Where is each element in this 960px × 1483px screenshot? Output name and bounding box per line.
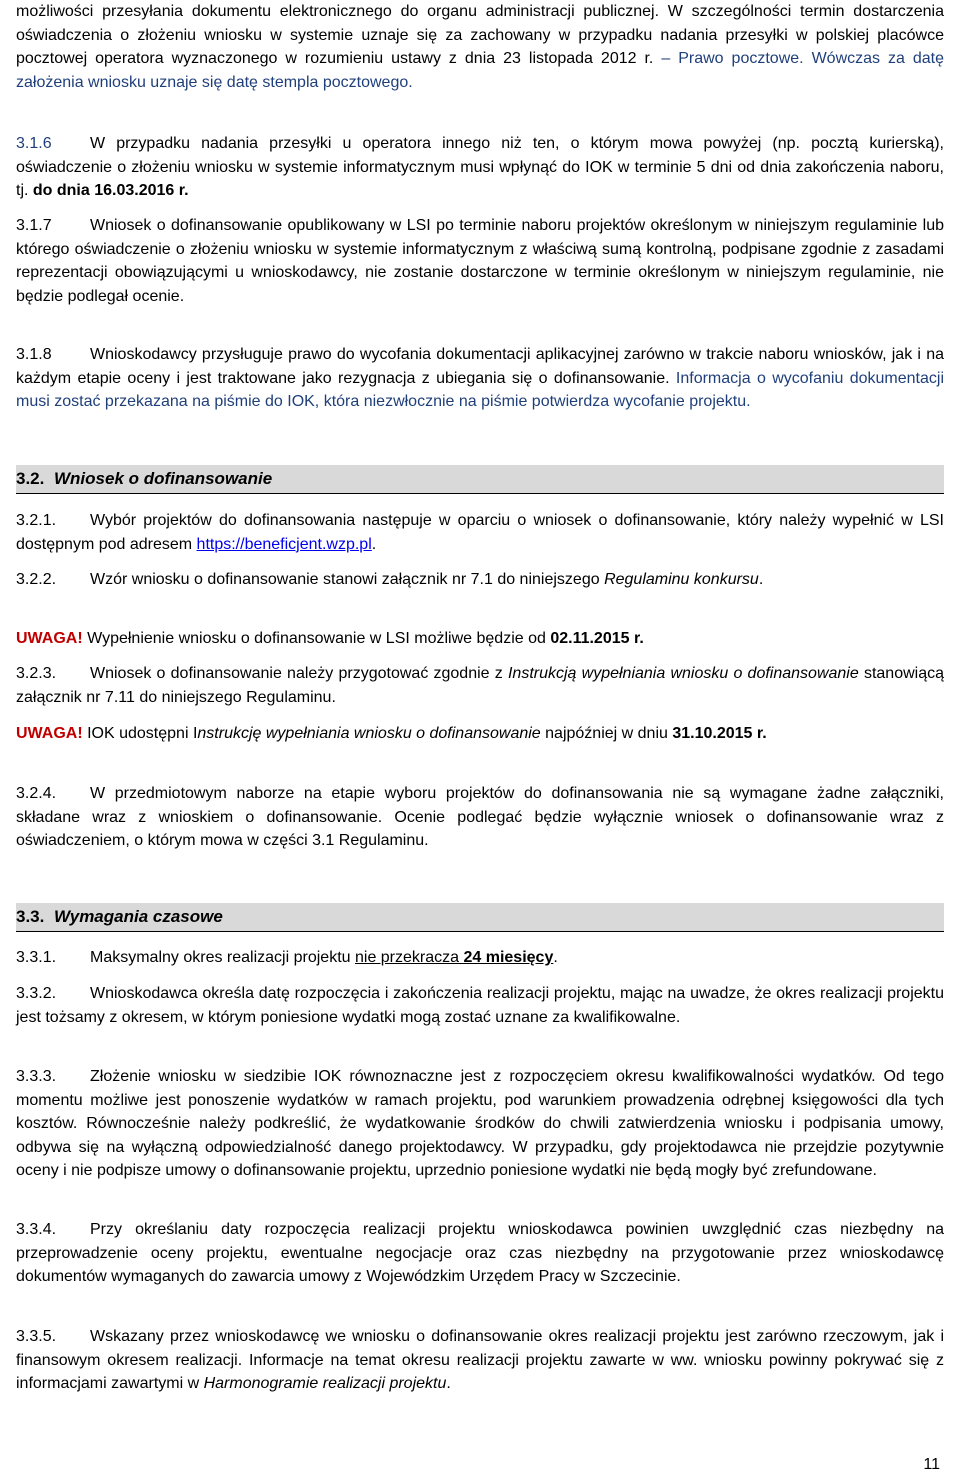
paragraph-number: 3.1.6: [16, 135, 52, 152]
section-title: Wymagania czasowe: [54, 907, 223, 926]
lsi-url-link[interactable]: https://beneficjent.wzp.pl: [196, 535, 372, 553]
paragraph-3-2-4: [16, 782, 944, 853]
paragraph-3-2-3: [16, 662, 944, 709]
warning-date: 31.10.2015 r.: [672, 725, 767, 742]
law-reference: – Prawo pocztowe: [661, 50, 800, 67]
paragraph-text: Wskazany przez wnioskodawcę we wniosku o dofinansowanie okres realizacji projektu jest zarówno rzeczowym, jak i finansowym okresem realizacji. Informacje na temat okresu realizacji projektu zawarte w ww. wniosku powinny pokrywać się z informacjami zawartymi w: [16, 1328, 944, 1392]
paragraph-text: Złożenie wniosku w siedzibie IOK równoznaczne jest z rozpoczęciem okresu kwalifikowalności wydatków. Od tego momentu możliwe jest ponoszenie wydatków w ramach projektu, pod warunkiem prowadzenia odrębnej księgowości dla tych kosztów. Równocześnie należy podkreślić, że wydatkowanie środków do chwili zatwierdzenia wniosku i podpisania umowy, odbywa się na wyłączną odpowiedzialność danego projektodawcy. W przypadku, gdy projektodawca nie przejdzie pozytywnie oceny i nie podpisze umowy o dofinansowanie projektu, uprzednio poniesione wydatki nie będą mogły być zrefundowane.: [16, 1068, 944, 1179]
paragraph-3-3-1: [16, 946, 944, 970]
paragraph-text: Wzór wniosku o dofinansowanie stanowi załącznik nr 7.1 do niniejszego: [90, 571, 605, 588]
period: .: [446, 1375, 451, 1392]
paragraph-text: Maksymalny okres realizacji projektu: [90, 949, 355, 966]
paragraph-3-1-8: [16, 343, 944, 414]
schedule-name: Harmonogramie realizacji projektu: [203, 1375, 447, 1392]
intro-paragraph: [16, 0, 944, 94]
paragraph-number: 3.3.1.: [16, 949, 57, 966]
paragraph-3-3-2: [16, 982, 944, 1029]
section-title: Wniosek o dofinansowanie: [54, 469, 273, 488]
warning-date: 02.11.2015 r.: [550, 630, 644, 647]
paragraph-text: Wniosek o dofinansowanie należy przygotować zgodnie z: [90, 665, 508, 682]
regulation-name: Regulaminu konkursu: [604, 571, 759, 588]
paragraph-number: 3.2.3.: [16, 665, 57, 682]
section-header-3-2: [16, 465, 944, 494]
uwaga-note-2: [16, 722, 944, 746]
section-number: 3.3.: [16, 907, 45, 926]
paragraph-number: 3.3.3.: [16, 1068, 57, 1085]
paragraph-3-3-5: [16, 1325, 944, 1396]
instruction-name: Instrukcją wypełniania wniosku o dofinansowanie: [507, 665, 859, 682]
paragraph-text: Wybór projektów do dofinansowania następuje w oparciu o wniosek o dofinansowanie, który należy wypełnić w LSI dostępnym pod adresem: [16, 512, 944, 553]
warning-label: UWAGA!: [16, 725, 83, 742]
paragraph-3-2-2: [16, 568, 944, 592]
paragraph-number: 3.1.8: [16, 346, 52, 363]
warning-label: UWAGA!: [16, 630, 83, 647]
paragraph-number: 3.1.7: [16, 217, 52, 234]
paragraph-3-3-4: [16, 1218, 944, 1289]
warning-text: Wypełnienie wniosku o dofinansowanie w LSI możliwe będzie od: [82, 630, 551, 647]
paragraph-number: 3.3.4.: [16, 1221, 57, 1238]
section-number: 3.2.: [16, 469, 45, 488]
paragraph-text-blue: Informacja o wycofaniu dokumentacji musi zostać przekazana na piśmie do IOK, która niezwłocznie na piśmie potwierdza wycofanie projektu.: [16, 369, 944, 410]
paragraph-text: Przy określaniu daty rozpoczęcia realizacji projektu wnioskodawca powinien uwzględnić czas niezbędny na przeprowadzenie oceny projektu, ewentualne negocjacje oraz czas niezbędny na przygotowanie przez wnioskodawcę dokumentów wymaganych do zawarcia umowy z Wojewódzkim Urzędem Pracy w Szczecinie.: [16, 1221, 944, 1285]
paragraph-3-2-1: [16, 509, 944, 556]
intro-text-tail: . Wówczas za datę założenia wniosku uznaje się datę stempla pocztowego.: [16, 50, 945, 91]
warning-text-tail: najpóźniej w dniu: [540, 725, 673, 742]
deadline-date: do dnia 16.03.2016 r.: [32, 182, 189, 199]
paragraph-number: 3.3.2.: [16, 985, 57, 1002]
uwaga-note-1: [16, 627, 944, 651]
paragraph-text: W przypadku nadania przesyłki u operatora innego niż ten, o którym mowa powyżej (np. pocztą kurierską), oświadczenie o złożeniu wniosku w systemie informatycznym musi wpłynąć do IOK w terminie 5 dni od dnia zakończenia naboru, tj.: [16, 135, 944, 199]
paragraph-text: Wnioskodawca określa datę rozpoczęcia i zakończenia realizacji projektu, mając na uwadze, że okres realizacji projektu jest tożsamy z okresem, w którym poniesione wydatki mogą zostać uznane za kwalifikowalne.: [16, 985, 944, 1026]
paragraph-text-tail: stanowiącą załącznik nr 7.11 do niniejszego Regulaminu.: [16, 665, 944, 706]
paragraph-3-1-7: [16, 214, 944, 308]
paragraph-number: 3.2.2.: [16, 571, 57, 588]
paragraph-number: 3.2.4.: [16, 785, 57, 802]
paragraph-number: 3.3.5.: [16, 1328, 57, 1345]
period: .: [371, 535, 377, 553]
intro-text: możliwości przesyłania dokumentu elektronicznego do organu administracji publicznej. W szczególności termin dostarczenia oświadczenia o złożeniu wniosku w systemie uznaje się za zachowany w przypadku nadania przesyłki w polskiej placówce pocztowej operatora wyznaczonego w rozumieniu ustawy z dnia 23 listopada 2012 r.: [16, 3, 944, 67]
paragraph-text: W przedmiotowym naborze na etapie wyboru projektów do dofinansowania nie są wymagane żadne załączniki, składane wraz z wnioskiem o dofinansowanie. Ocenie podlegać będzie wyłącznie wniosek o dofinansowanie wraz z oświadczeniem, o którym mowa w części 3.1 Regulaminu.: [16, 785, 944, 849]
period: .: [758, 571, 764, 588]
paragraph-text: Wnioskodawcy przysługuje prawo do wycofania dokumentacji aplikacyjnej zarówno w trakcie naboru wniosków, jak i na każdym etapie oceny i jest traktowane jako rezygnacja z ubiegania się o dofinansowanie.: [16, 346, 944, 387]
instruction-name: nstrukcję wypełniania wniosku o dofinansowanie: [197, 725, 541, 742]
page-number: 11: [923, 1456, 940, 1473]
paragraph-3-1-6: [16, 132, 944, 203]
section-header-3-3: [16, 903, 944, 932]
paragraph-number: 3.2.1.: [16, 512, 57, 529]
period: .: [553, 949, 558, 966]
paragraph-3-3-3: [16, 1065, 944, 1183]
warning-text: IOK udostępni I: [82, 725, 198, 742]
max-duration: 24 miesięcy: [463, 949, 554, 966]
underlined-text: nie przekracza: [354, 949, 464, 966]
paragraph-text: Wniosek o dofinansowanie opublikowany w LSI po terminie naboru projektów określonym w niniejszym regulaminie lub którego oświadczenie o złożeniu wniosku w systemie informatycznym z właściwą sumą kontrolną, podpisane zgodnie z zasadami reprezentacji obowiązującymi u wnioskodawcy, nie zostanie dostarczone w terminie określonym w niniejszym regulaminie, nie będzie podlegał ocenie.: [16, 217, 944, 305]
